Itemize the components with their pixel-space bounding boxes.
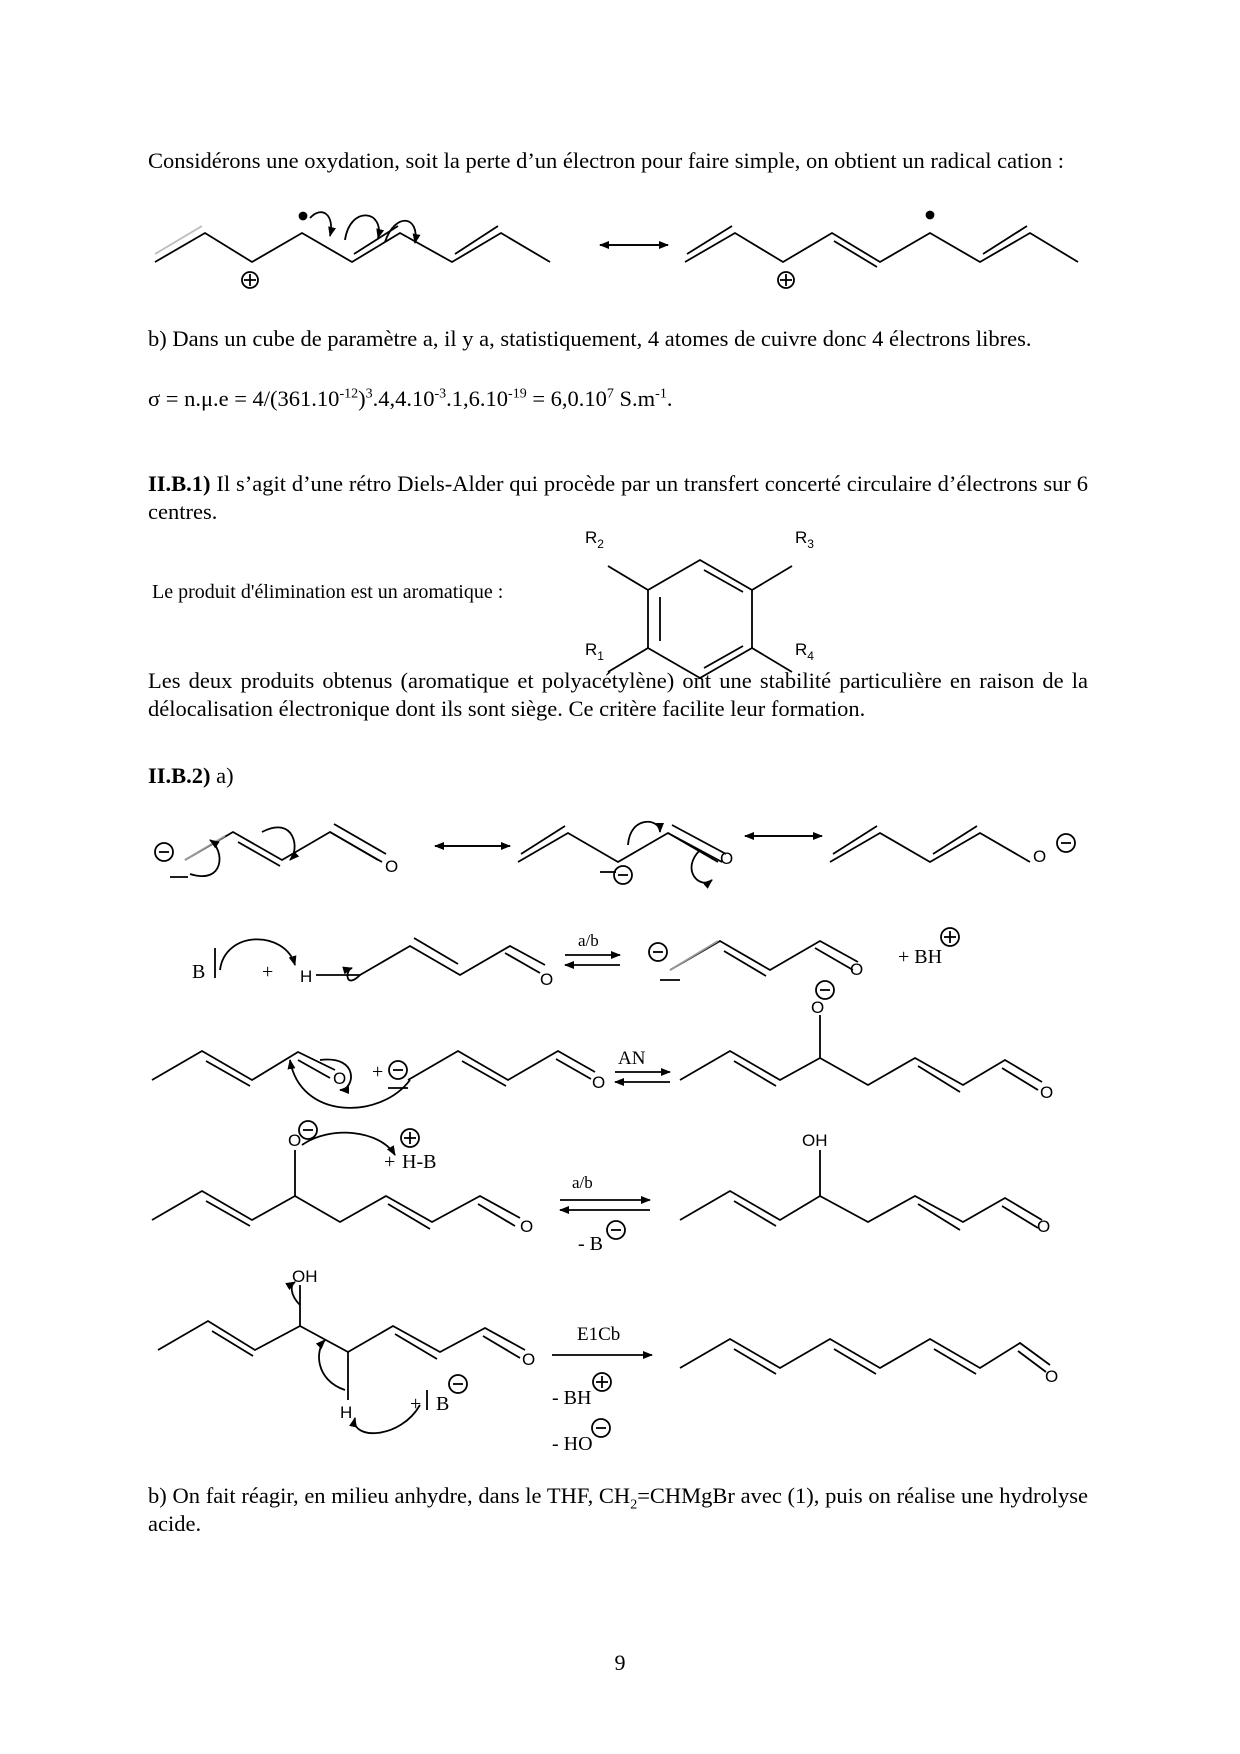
plus-sign: + <box>262 961 274 983</box>
protonation-scheme <box>152 1121 1042 1239</box>
heading-iib2: II.B.2) a) <box>148 763 234 788</box>
atom-o: O <box>1033 847 1047 866</box>
atom-o: O <box>811 998 825 1017</box>
base-b: B <box>192 961 206 983</box>
base-b: B <box>436 1393 450 1415</box>
condition-an: AN <box>618 1048 646 1069</box>
paragraph-grignard: b) On fait réagir, en milieu anhydre, dans le THF, $CH_2=CHMgBr$ avec (1), puis on réalise une hydrolyse acide. <box>148 1483 1089 1536</box>
atom-o: O <box>520 1217 534 1236</box>
page-number: 9 <box>614 1650 626 1675</box>
radical-cation-structure-1 <box>155 212 550 288</box>
atom-o: O <box>522 1350 536 1369</box>
plus-sign: + <box>384 1151 396 1173</box>
atom-o: O <box>1040 1083 1054 1102</box>
minus-b: - B <box>578 1233 603 1255</box>
atom-o: O <box>1037 1217 1051 1236</box>
substituent-r2: $R_2$ <box>585 528 604 551</box>
condition-ab: a/b <box>578 931 599 950</box>
section-label-iib1: II.B.1) <box>148 471 211 496</box>
atom-o: O <box>1045 1367 1059 1386</box>
radical-cation-structure-2 <box>685 212 1078 289</box>
curved-arrow <box>345 215 379 240</box>
plus-sign: + <box>410 1393 422 1415</box>
minus-ho: - HO <box>552 1433 593 1455</box>
atom-o: O <box>592 1073 606 1092</box>
aromatic-caption: Le produit d'élimination est un aromatique : <box>152 581 504 603</box>
radical-dot <box>927 212 934 219</box>
atom-o: O <box>288 1131 302 1150</box>
enolate-form-1 <box>155 824 386 877</box>
paragraph-stability: Les deux produits obtenus (aromatique et polyacétylène) ont une stabilité particulière en raison de la délocalisation électronique dont ils sont siège. Ce critère facilite leur formation. <box>148 668 1088 721</box>
condition-ab: a/b <box>572 1173 593 1192</box>
bh-plus: + BH <box>898 946 943 968</box>
atom-h: H <box>340 1403 353 1422</box>
e1cb-scheme <box>158 1282 1050 1437</box>
paragraph-oxidation: Considérons une oxydation, soit la perte d’un électron pour faire simple, on obtient un radical cation : <box>148 148 1065 173</box>
atom-o: O <box>333 1069 347 1088</box>
paragraph-iib1: II.B.1) Il s’agit d’une rétro Diels-Alder qui procède par un transfert concerté circulaire d’électrons sur 6 centres. <box>148 471 1088 524</box>
hydroxyl-oh: OH <box>292 1267 318 1286</box>
acid-hb: H-B <box>402 1151 437 1173</box>
atom-o: O <box>720 849 734 868</box>
substituent-r3: $R_3$ <box>795 528 814 551</box>
substituent-r1: $R_1$ <box>585 640 604 663</box>
minus-bh: - BH <box>552 1387 592 1409</box>
conductivity-formula: $\sigma = n.\mu.e = 4/(361.10^{-12})^3.4,4.10^{-3}.1,6.10^{-19} = 6,0.10^7$ $S.m^{-1}$. <box>148 386 673 411</box>
radical-dot <box>300 213 307 220</box>
atom-o: O <box>540 970 554 989</box>
plus-sign: + <box>372 1061 384 1083</box>
paragraph-cube: b) Dans un cube de paramètre a, il y a, statistiquement, 4 atomes de cuivre donc 4 électrons libres. <box>148 326 1032 351</box>
atom-o: O <box>385 857 399 876</box>
section-label-iib2: II.B.2) <box>148 763 211 788</box>
atom-o: O <box>850 960 864 979</box>
atom-h: H <box>300 967 313 986</box>
substituent-r4: $R_4$ <box>795 640 814 663</box>
enolate-form-2 <box>518 822 726 884</box>
curved-arrow <box>310 212 331 236</box>
tetrasubstituted-benzene <box>608 560 792 678</box>
condition-e1cb: E1Cb <box>577 1324 621 1345</box>
hydroxyl-oh: OH <box>802 1131 828 1150</box>
